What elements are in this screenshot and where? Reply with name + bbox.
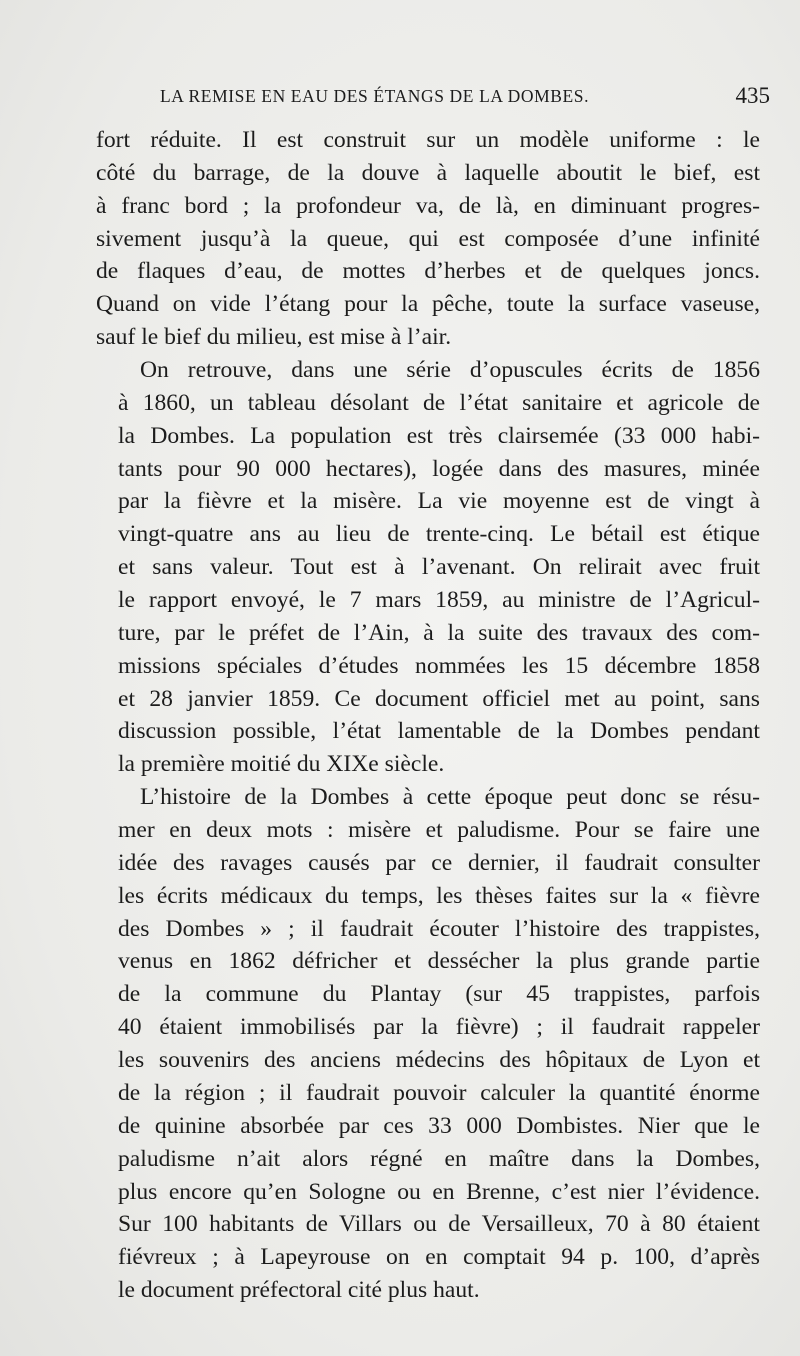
text-line: à franc bord ; la profondeur va, de là, en diminuant progres-: [96, 192, 760, 219]
text-line: la première moitié du XIXe siècle.: [118, 751, 445, 778]
text-line: et sans valeur. Tout est à l’avenant. On relirait avec fruit: [118, 554, 760, 581]
text-line: discussion possible, l’état lamentable de la Dombes pendant: [118, 718, 760, 745]
text-line: venus en 1862 défricher et dessécher la plus grande partie: [118, 948, 760, 975]
text-line: mer en deux mots : misère et paludisme. Pour se faire une: [118, 817, 760, 844]
text-line: le rapport envoyé, le 7 mars 1859, au ministre de l’Agricul-: [118, 587, 760, 614]
text-line: idée des ravages causés par ce dernier, il faudrait consulter: [118, 849, 760, 876]
text-line: Sur 100 habitants de Villars ou de Versailleux, 70 à 80 étaient: [118, 1211, 760, 1238]
text-line: L’histoire de la Dombes à cette époque peut donc se résu-: [140, 784, 760, 811]
paragraph-1: [96, 124, 760, 354]
paragraph-2: [96, 354, 760, 781]
text-line: sauf le bief du milieu, est mise à l’air.: [96, 324, 452, 351]
text-line: de flaques d’eau, de mottes d’herbes et de quelques joncs.: [96, 258, 760, 285]
text-line: fiévreux ; à Lapeyrouse on en comptait 94 p. 100, d’après: [118, 1244, 760, 1271]
body-text: [96, 124, 760, 1307]
text-line: de la commune du Plantay (sur 45 trappistes, parfois: [118, 981, 760, 1008]
text-line: 40 étaient immobilisés par la fièvre) ; il faudrait rappeler: [118, 1014, 760, 1041]
text-line: plus encore qu’en Sologne ou en Brenne, c’est nier l’évidence.: [118, 1178, 760, 1205]
running-title: LA REMISE EN EAU DES ÉTANGS DE LA DOMBES.: [160, 86, 590, 106]
text-line: de la région ; il faudrait pouvoir calculer la quantité énorme: [118, 1079, 760, 1106]
text-line: paludisme n’ait alors régné en maître dans la Dombes,: [118, 1145, 760, 1172]
text-line: des Dombes » ; il faudrait écouter l’histoire des trappistes,: [118, 915, 760, 942]
text-line: fort réduite. Il est construit sur un modèle uniforme : le: [96, 127, 760, 153]
text-line: tants pour 90 000 hectares), logée dans des masures, minée: [118, 455, 760, 482]
text-line: à 1860, un tableau désolant de l’état sanitaire et agricole de: [118, 389, 760, 416]
text-line: et 28 janvier 1859. Ce document officiel met au point, sans: [118, 685, 760, 712]
text-line: ture, par le préfet de l’Ain, à la suite des travaux des com-: [118, 619, 760, 646]
text-line: par la fièvre et la misère. La vie moyenne est de vingt à: [118, 488, 760, 515]
text-line: de quinine absorbée par ces 33 000 Dombistes. Nier que le: [118, 1112, 760, 1139]
text-line: vingt-quatre ans au lieu de trente-cinq. Le bétail est étique: [118, 521, 760, 548]
text-line: les souvenirs des anciens médecins des hôpitaux de Lyon et: [118, 1047, 760, 1074]
text-line: côté du barrage, de la douve à laquelle aboutit le bief, est: [96, 159, 760, 186]
running-header: [160, 83, 770, 116]
text-line: la Dombes. La population est très clairsemée (33 000 habi-: [118, 422, 760, 449]
text-line: les écrits médicaux du temps, les thèses faites sur la « fièvre: [118, 882, 760, 909]
text-line: On retrouve, dans une série d’opuscules écrits de 1856: [140, 357, 760, 384]
page-number: 435: [735, 83, 770, 108]
text-line: missions spéciales d’études nommées les 15 décembre 1858: [118, 652, 760, 679]
text-line: Quand on vide l’étang pour la pêche, toute la surface vaseuse,: [96, 291, 760, 318]
text-line: le document préfectoral cité plus haut.: [118, 1277, 480, 1304]
paragraph-3: [96, 781, 760, 1307]
text-line: sivement jusqu’à la queue, qui est composée d’une infinité: [96, 225, 760, 252]
